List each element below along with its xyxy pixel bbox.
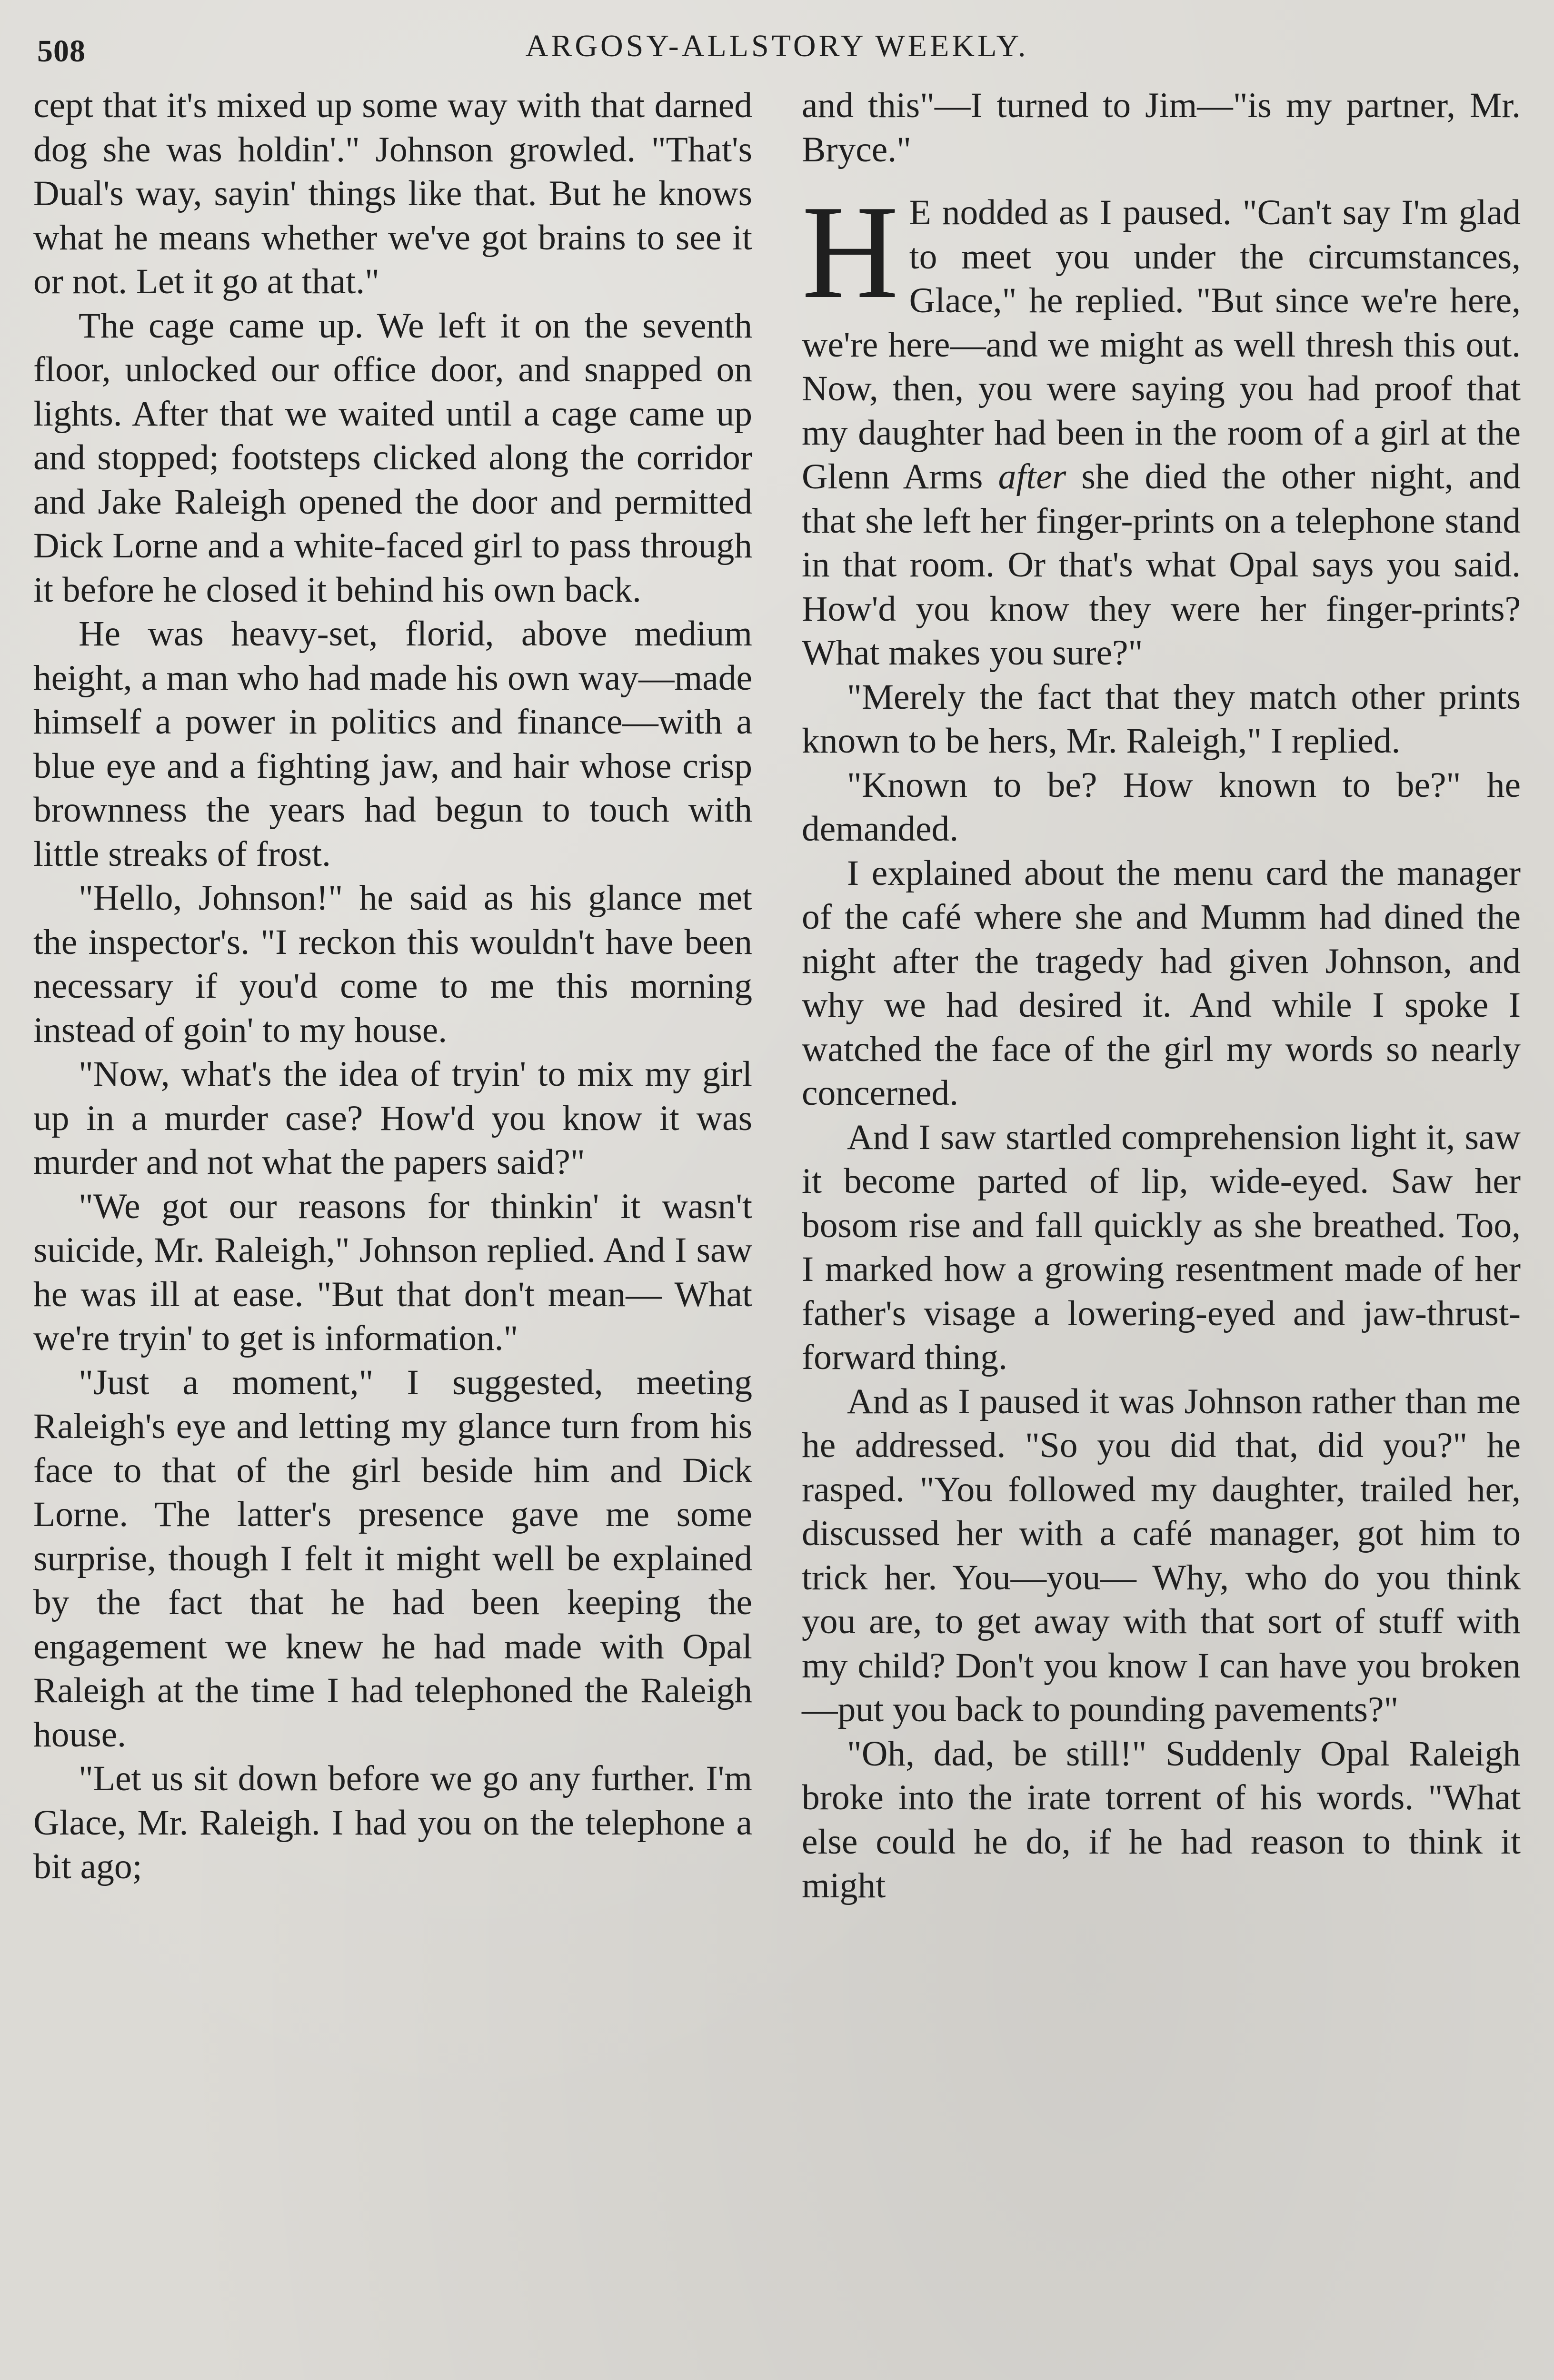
drop-cap-text-tail: she died the other night, and that she left her finger-prints on a telephone stand in that room. Or that's what Opal says you said. How'd you know they were her finger-prints? What makes you sure?" <box>802 457 1521 673</box>
page-number: 508 <box>37 34 86 69</box>
text-columns <box>33 84 1521 1908</box>
paragraph: "Now, what's the idea of tryin' to mix my girl up in a murder case? How'd you know it was murder and not what the papers said?" <box>33 1054 752 1182</box>
paragraph: "Merely the fact that they match other prints known to be hers, Mr. Raleigh," I replied. <box>802 677 1521 761</box>
emphasis-text: after <box>998 457 1066 496</box>
paragraph: The cage came up. We left it on the seventh floor, unlocked our office door, and snapped on lights. After that we waited until a cage came up and stopped; footsteps clicked along the corridor and Jake Raleigh opened the door and permitted Dick Lorne and a white-faced girl to pass through it before he closed it behind his own back. <box>33 306 752 610</box>
drop-cap-paragraph <box>802 178 1521 675</box>
running-title: ARGOSY-ALLSTORY WEEKLY. <box>525 29 1029 63</box>
paragraph: "Oh, dad, be still!" Suddenly Opal Raleigh broke into the irate torrent of his words. "What else could he do, if he had reason to think it might <box>802 1734 1521 1905</box>
drop-cap: H <box>802 178 899 326</box>
drop-cap-text: E nodded as I paused. "Can't say I'm glad to meet you under the circumstances, Glace," he replied. "But since we're here, we're here—and we might as well thresh this out. Now, then, you were saying you had proof that my daughter had been in the room of a girl at the Glenn Arms <box>802 193 1521 496</box>
paragraph: And as I paused it was Johnson rather than me he addressed. "So you did that, did you?" he rasped. "You followed my daughter, trailed her, discussed her with a café manager, got him to trick her. You—you— Why, who do you think you are, to get away with that sort of stuff with my child? Don't you know I can have you broken—put you back to pounding pavements?" <box>802 1381 1521 1729</box>
paragraph: And I saw startled comprehension light it, saw it become parted of lip, wide-eyed. Saw her bosom rise and fall quickly as she breathed. Too, I marked how a growing resentment made of her father's visage a lowering-eyed and jaw-thrust-forward thing. <box>802 1117 1521 1377</box>
page-header <box>33 19 1521 67</box>
paragraph: "We got our reasons for thinkin' it wasn't suicide, Mr. Raleigh," Johnson replied. And I saw he was ill at ease. "But that don't mean— What we're tryin' to get is information." <box>33 1186 752 1358</box>
paragraph: He was heavy-set, florid, above medium height, a man who had made his own way—made himself a power in politics and finance—with a blue eye and a fighting jaw, and hair whose crisp brownness the years had begun to touch with little streaks of frost. <box>33 614 752 874</box>
paragraph: cept that it's mixed up some way with that darned dog she was holdin'." Johnson growled. "That's Dual's way, sayin' things like that. But he knows what he means whether we've got brains to see it or not. Let it go at that." <box>33 86 752 301</box>
paragraph: "Known to be? How known to be?" he demanded. <box>802 765 1521 849</box>
paragraph: I explained about the menu card the manager of the café where she and Mumm had dined the night after the tragedy had given Johnson, and why we had desired it. And while I spoke I watched the face of the girl my words so nearly concerned. <box>802 853 1521 1113</box>
left-column <box>33 84 752 1908</box>
paragraph: and this"—I turned to Jim—"is my partner, Mr. Bryce." <box>802 86 1521 169</box>
paragraph: "Just a moment," I suggested, meeting Raleigh's eye and letting my glance turn from his face to that of the girl beside him and Dick Lorne. The latter's presence gave me some surprise, though I felt it might well be explained by the fact that he had been keeping the engagement we knew he had made with Opal Raleigh at the time I had telephoned the Raleigh house. <box>33 1362 752 1755</box>
right-column <box>802 84 1521 1908</box>
paragraph: "Hello, Johnson!" he said as his glance met the inspector's. "I reckon this wouldn't have been necessary if you'd come to me this morning instead of goin' to my house. <box>33 878 752 1050</box>
paragraph: "Let us sit down before we go any further. I'm Glace, Mr. Raleigh. I had you on the telephone a bit ago; <box>33 1759 752 1886</box>
